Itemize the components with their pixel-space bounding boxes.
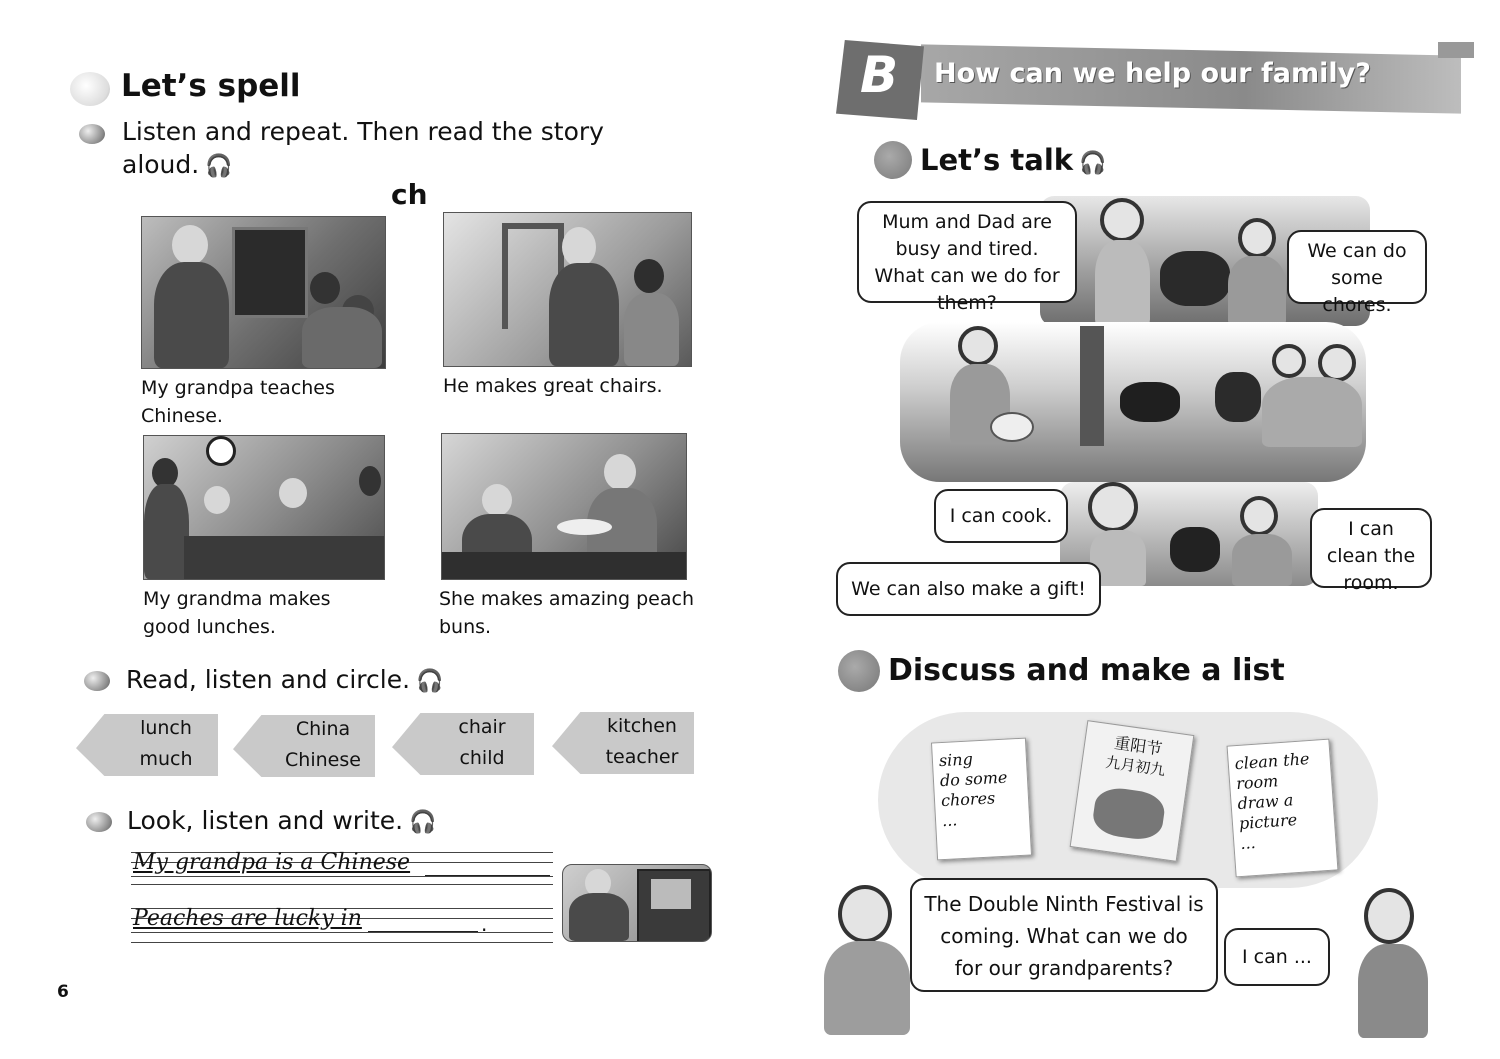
list-note-left: sing do some chores ... bbox=[931, 738, 1032, 861]
banner-letter: B bbox=[860, 46, 899, 104]
writing-blank-1[interactable] bbox=[425, 875, 550, 876]
clock-icon bbox=[206, 436, 236, 466]
writing-line-1: My grandpa is a Chinese bbox=[133, 850, 411, 875]
list-note-right: clean the room draw a picture ... bbox=[1227, 739, 1339, 878]
page-number: 6 bbox=[57, 982, 69, 1002]
caption-grandpa-teaches: My grandpa teaches Chinese. bbox=[141, 377, 335, 427]
speech-bubble-chores: We can do some chores. bbox=[1287, 230, 1427, 304]
word-card[interactable]: China Chinese bbox=[233, 715, 375, 777]
caption-makes-chairs: He makes great chairs. bbox=[443, 375, 663, 397]
headphone-icon[interactable]: 🎧 bbox=[416, 669, 444, 694]
scene-doing-chores bbox=[900, 322, 1366, 482]
speech-bubble-clean: I can clean the room. bbox=[1310, 508, 1432, 588]
writing-line-2: Peaches are lucky in bbox=[133, 906, 362, 931]
instruction-listen-repeat: Listen and repeat. Then read the story aloud. 🎧 bbox=[122, 115, 604, 183]
grandpa-teaching-picture bbox=[562, 864, 712, 942]
instruction-bullet bbox=[86, 812, 112, 832]
phonics-sound: ch bbox=[391, 178, 428, 211]
story-picture-lunch bbox=[143, 435, 385, 580]
headphone-icon[interactable]: 🎧 bbox=[409, 810, 437, 835]
instruction-bullet bbox=[79, 124, 105, 144]
girl-figure bbox=[1350, 888, 1440, 1038]
headphone-icon[interactable]: 🎧 bbox=[205, 154, 233, 179]
story-picture-peach-buns bbox=[441, 433, 687, 580]
lets-spell-title: Let’s spell bbox=[121, 68, 301, 104]
section-banner bbox=[836, 40, 1476, 120]
speech-bubble-cook: I can cook. bbox=[934, 489, 1068, 543]
section-bullet bbox=[874, 141, 912, 179]
speech-bubble-gift: We can also make a gift! bbox=[836, 562, 1101, 616]
section-bullet bbox=[838, 650, 880, 692]
section-bullet bbox=[70, 72, 110, 106]
speech-bubble-i-can: I can ... bbox=[1224, 928, 1330, 986]
discuss-title: Discuss and make a list bbox=[888, 653, 1285, 688]
word-card[interactable]: lunch much bbox=[76, 714, 218, 776]
instruction-look-listen-write: Look, listen and write. 🎧 bbox=[127, 804, 437, 839]
word-card[interactable]: chair child bbox=[392, 713, 534, 775]
headphone-icon[interactable]: 🎧 bbox=[1079, 151, 1107, 176]
instruction-read-listen-circle: Read, listen and circle. 🎧 bbox=[126, 663, 443, 698]
story-picture-chairs bbox=[443, 212, 692, 367]
lets-talk-title: Let’s talk 🎧 bbox=[920, 143, 1107, 177]
writing-blank-2[interactable] bbox=[368, 931, 478, 932]
boy-figure bbox=[818, 885, 918, 1035]
festival-card: 重阳节 九月初九 bbox=[1070, 720, 1195, 862]
caption-grandma-lunches: My grandma makes good lunches. bbox=[143, 588, 331, 638]
writing-period: . bbox=[481, 912, 488, 936]
speech-bubble-mum-dad: Mum and Dad are busy and tired. What can we do for them? bbox=[857, 201, 1077, 303]
speech-bubble-festival: The Double Ninth Festival is coming. What can we do for our grandparents? bbox=[910, 878, 1218, 992]
caption-peach-buns: She makes amazing peach buns. bbox=[439, 588, 695, 638]
banner-title: How can we help our family? bbox=[934, 58, 1371, 89]
story-picture-teaching bbox=[141, 216, 386, 369]
instruction-bullet bbox=[84, 671, 110, 691]
word-card[interactable]: kitchen teacher bbox=[552, 712, 694, 774]
